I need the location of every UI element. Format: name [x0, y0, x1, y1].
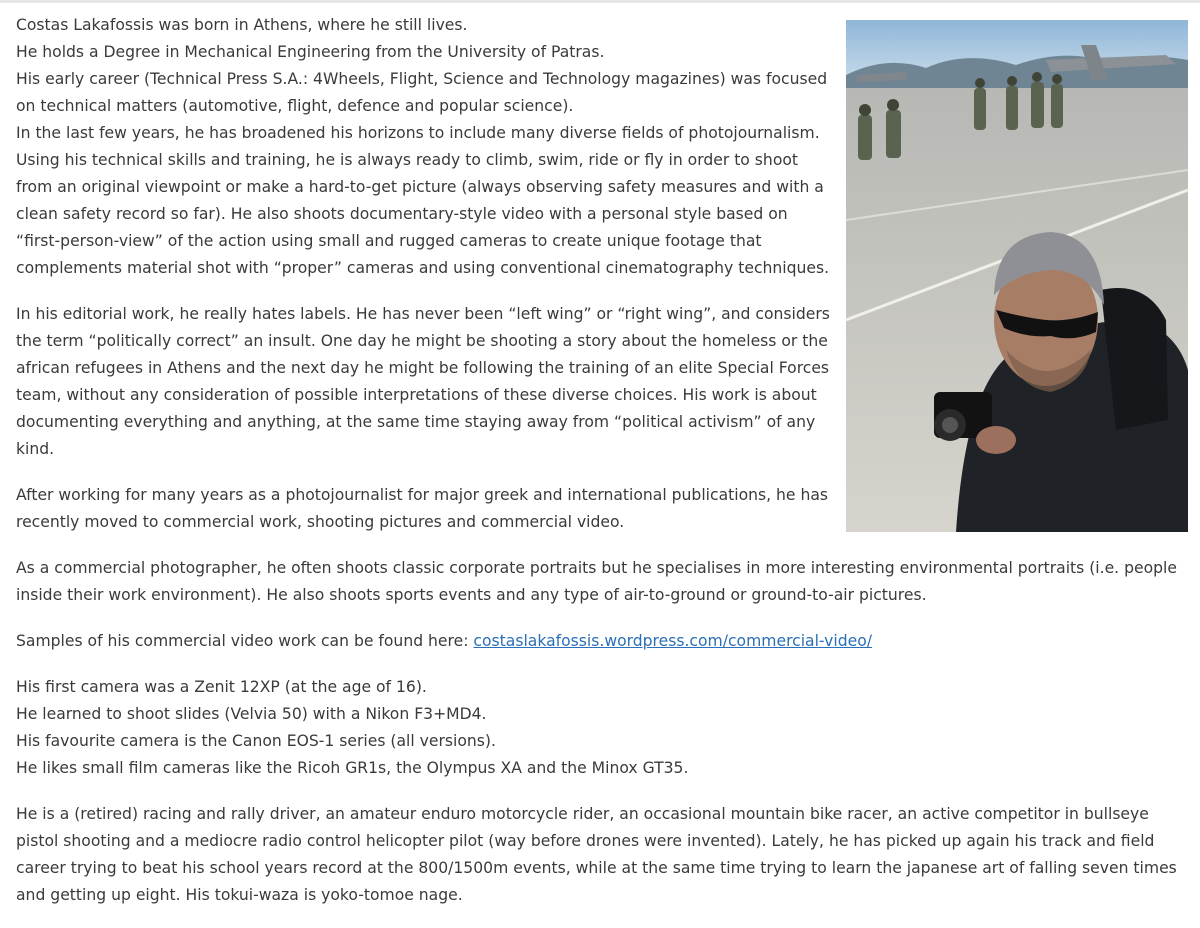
top-border: [0, 0, 1200, 3]
commercial-move-paragraph: After working for many years as a photojournalist for major greek and international publications, he has recently moved to commercial work, shooting pictures and commercial video.: [16, 486, 829, 531]
bio-content: [16, 12, 1188, 928]
commercial-video-link[interactable]: costaslakafossis.wordpress.com/commercial-video/: [473, 632, 872, 650]
samples-paragraph: [16, 628, 1188, 655]
bio-degree-line: He holds a Degree in Mechanical Engineering from the University of Patras.: [16, 43, 605, 61]
camera-first-line: His first camera was a Zenit 12XP (at the age of 16).: [16, 678, 427, 696]
cameras-paragraph: [16, 674, 1188, 782]
portrait-photo: [846, 20, 1188, 532]
camera-slides-line: He learned to shoot slides (Velvia 50) with a Nikon F3+MD4.: [16, 705, 487, 723]
camera-favourite-line: His favourite camera is the Canon EOS-1 series (all versions).: [16, 732, 496, 750]
bio-recent-years-line: In the last few years, he has broadened his horizons to include many diverse fields of photojournalism. Using his technical skills and training, he is always ready to climb, swim, ride or fly in order to shoot from an original viewpoint or make a hard-to-get picture (always observing safety measures and with a clean safety record so far). He also shoots documentary-style video with a personal style based on “first-person-view” of the action using small and rugged cameras to create unique footage that complements material shot with “proper” cameras and using conventional cinematography techniques.: [16, 124, 830, 277]
hobbies-paragraph: He is a (retired) racing and rally driver, an amateur enduro motorcycle rider, an occasional mountain bike racer, an active competitor in bullseye pistol shooting and a mediocre radio control helicopter pilot (way before drones were invented). Lately, he has picked up again his track and field career trying to beat his school years record at the 800/1500m events, while at the same time trying to learn the japanese art of falling seven times and getting up eight. His tokui-waza is yoko-tomoe nage.: [16, 805, 1177, 904]
editorial-paragraph: In his editorial work, he really hates labels. He has never been “left wing” or “right wing”, and considers the term “politically correct” an insult. One day he might be shooting a story about the homeless or the african refugees in Athens and the next day he might be following the training of an elite Special Forces team, without any consideration of possible interpretations of these diverse choices. His work is about documenting everything and anything, at the same time staying away from “political activism” of any kind.: [16, 305, 830, 458]
camera-film-line: He likes small film cameras like the Ricoh GR1s, the Olympus XA and the Minox GT35.: [16, 759, 689, 777]
bio-birth-line: Costas Lakafossis was born in Athens, where he still lives.: [16, 16, 468, 34]
samples-text: Samples of his commercial video work can be found here:: [16, 632, 474, 650]
commercial-photographer-paragraph: As a commercial photographer, he often shoots classic corporate portraits but he specialises in more interesting environmental portraits (i.e. people inside their work environment). He also shoots sports events and any type of air-to-ground or ground-to-air pictures.: [16, 559, 1177, 604]
bio-early-career-line: His early career (Technical Press S.A.: 4Wheels, Flight, Science and Technology magazines) was focused on technical matters (automotive, flight, defence and popular science).: [16, 70, 828, 115]
